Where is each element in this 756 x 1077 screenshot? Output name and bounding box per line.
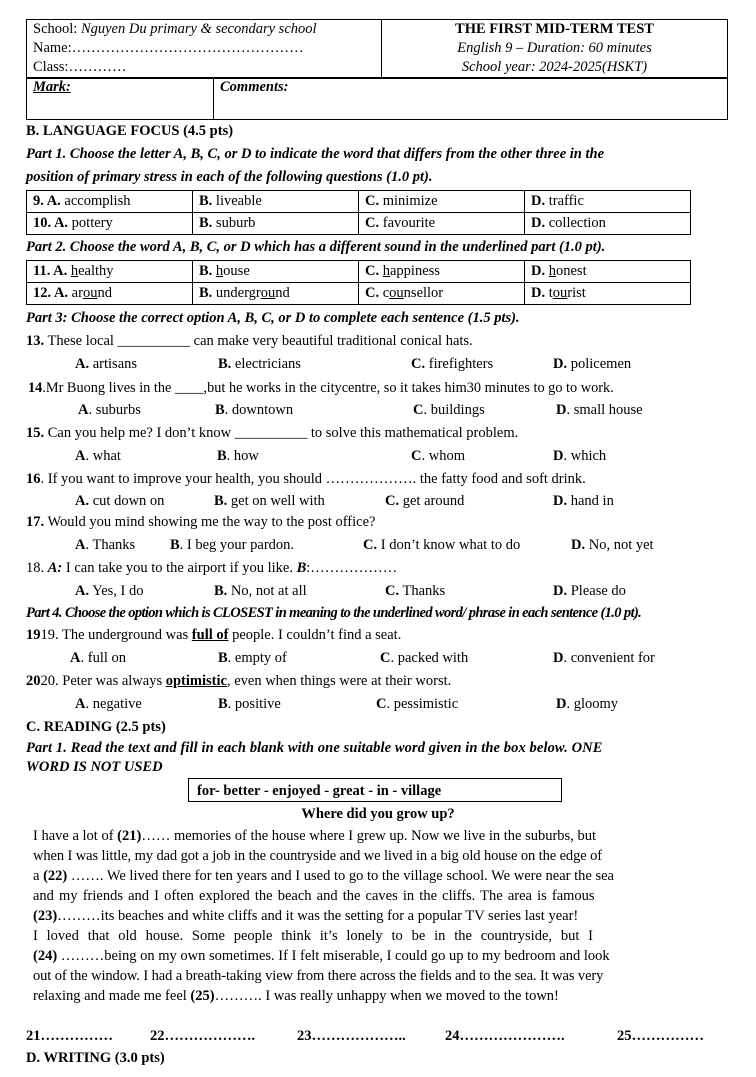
- q20-option-a: A. negative: [75, 696, 142, 712]
- q14-option-c: C. buildings: [413, 402, 485, 418]
- question-14: 14.Mr Buong lives in the ____,but he works in the citycentre, so it takes him30 minutes to go to work.: [28, 380, 614, 396]
- q17-option-a: A. Thanks: [75, 537, 136, 553]
- option-cell: D. tourist: [525, 283, 691, 305]
- q14-option-d: D. small house: [556, 402, 643, 418]
- q17-option-c: C. I don’t know what to do: [363, 537, 521, 553]
- option-cell: D. traffic: [525, 191, 691, 213]
- answer-blank-25[interactable]: 25……………: [617, 1028, 704, 1044]
- passage-paragraph-1: [33, 826, 728, 926]
- option-cell: B. house: [193, 261, 359, 283]
- option-cell: C. happiness: [359, 261, 525, 283]
- test-title: THE FIRST MID-TERM TEST: [455, 21, 654, 37]
- q13-option-b: B. electricians: [218, 356, 301, 372]
- test-subtitle: English 9 – Duration: 60 minutes: [457, 40, 652, 56]
- question-15: 15. Can you help me? I don’t know __________ to solve this mathematical problem.: [26, 425, 519, 441]
- part4-instruction: Part 4. Choose the option which is CLOSEST in meaning to the underlined word/ phrase in each sentence (1.0 pt).: [26, 605, 642, 621]
- sound-question-table: [26, 260, 691, 305]
- q17-option-b: B. I beg your pardon.: [170, 537, 295, 553]
- passage-title: Where did you grow up?: [301, 806, 455, 822]
- q19-option-a: A. full on: [70, 650, 126, 666]
- part1-instruction-line1: Part 1. Choose the letter A, B, C, or D to indicate the word that differs from the other three in the: [26, 146, 605, 162]
- question-17: 17. Would you mind showing me the way to the post office?: [26, 514, 376, 530]
- q13-option-a: A. artisans: [75, 356, 138, 372]
- question-13: 13. These local __________ can make very beautiful traditional conical hats.: [26, 333, 473, 349]
- name-line: Name:…………………………………………: [33, 40, 304, 56]
- q18-option-c: C. Thanks: [385, 583, 446, 599]
- mark-table: [26, 78, 728, 120]
- q19-option-c: C. packed with: [380, 650, 469, 666]
- q18-option-d: D. Please do: [553, 583, 626, 599]
- q20-option-b: B. positive: [218, 696, 281, 712]
- header-table: [26, 19, 728, 78]
- q19-option-b: B. empty of: [218, 650, 287, 666]
- passage-line: I have a lot of (21)…… memories of the house where I grew up. Now we live in the suburbs, but: [33, 828, 596, 844]
- question-19: 1919. The underground was full of people. I couldn’t find a seat.: [26, 627, 402, 643]
- table-row: [27, 191, 691, 213]
- word-box: for- better - enjoyed - great - in - village: [188, 778, 562, 802]
- q20-underlined-word: optimistic: [165, 673, 227, 689]
- answer-blank-23[interactable]: 23………………..: [297, 1028, 406, 1044]
- school-name: Nguyen Du primary & secondary school: [80, 21, 317, 37]
- option-cell: D. collection: [525, 213, 691, 235]
- q13-option-d: D. policemen: [553, 356, 632, 372]
- answer-blank-24[interactable]: 24………………….: [445, 1028, 565, 1044]
- question-18: 18. A: I can take you to the airport if you like. B:………………: [26, 560, 398, 576]
- part3-instruction: Part 3: Choose the correct option A, B, C, or D to complete each sentence (1.5 pts).: [26, 310, 520, 326]
- option-cell: 10. A. pottery: [27, 213, 193, 235]
- q19-option-d: D. convenient for: [553, 650, 655, 666]
- q17-option-d: D. No, not yet: [571, 537, 654, 553]
- school-label: School:: [33, 21, 81, 37]
- q16-option-a: A. cut down on: [75, 493, 165, 509]
- section-b-title: B. LANGUAGE FOCUS (4.5 pts): [26, 123, 234, 139]
- option-cell: C. favourite: [359, 213, 525, 235]
- option-cell: C. minimize: [359, 191, 525, 213]
- passage-line: relaxing and made me feel (25)………. I was really unhappy when we moved to the town!: [33, 988, 559, 1005]
- q15-option-c: C. whom: [411, 448, 465, 464]
- comments-cell: [214, 79, 728, 120]
- answer-blank-22[interactable]: 22……………….: [150, 1028, 256, 1044]
- table-row: [27, 213, 691, 235]
- question-16: 16. If you want to improve your health, you should ………………. the fatty food and soft drink.: [26, 471, 586, 487]
- option-cell: 12. A. around: [27, 283, 193, 305]
- q20-option-c: C. pessimistic: [376, 696, 459, 712]
- q16-option-c: C. get around: [385, 493, 465, 509]
- q15-option-d: D. which: [553, 448, 607, 464]
- reading-instruction-line2: WORD IS NOT USED: [26, 759, 163, 775]
- school-year: School year: 2024-2025(HSKT): [461, 59, 648, 75]
- passage-line: (23)………its beaches and white cliffs and it was the setting for a popular TV series last year!: [33, 908, 579, 925]
- option-cell: 9. A. accomplish: [27, 191, 193, 213]
- reading-instruction-line1: Part 1. Read the text and fill in each blank with one suitable word given in the box below. ONE: [26, 740, 603, 756]
- option-cell: B. liveable: [193, 191, 359, 213]
- stress-question-table: [26, 190, 691, 235]
- question-20: 2020. Peter was always optimistic, even when things were at their worst.: [26, 673, 452, 689]
- q15-option-a: A. what: [75, 448, 121, 464]
- q19-underlined-phrase: full of: [191, 627, 229, 643]
- q16-option-d: D. hand in: [553, 493, 614, 509]
- option-cell: C. counsellor: [359, 283, 525, 305]
- answer-blank-21[interactable]: 21……………: [26, 1028, 113, 1044]
- option-cell: D. honest: [525, 261, 691, 283]
- q13-option-c: C. firefighters: [411, 356, 494, 372]
- passage-line: a (22) ……. We lived there for ten years and I used to go to the village school. We were near the sea: [33, 868, 614, 885]
- q20-option-d: D. gloomy: [556, 696, 619, 712]
- q16-option-b: B. get on well with: [214, 493, 325, 509]
- mark-label: Mark:: [33, 79, 71, 95]
- option-cell: 11. A. healthy: [27, 261, 193, 283]
- part2-instruction: Part 2. Choose the word A, B, C, or D which has a different sound in the underlined part (1.0 pt).: [26, 239, 606, 255]
- q18-option-a: A. Yes, I do: [75, 583, 144, 599]
- option-cell: B. suburb: [193, 213, 359, 235]
- section-d-title: D. WRITING (3.0 pts): [26, 1050, 165, 1066]
- mark-cell: [27, 79, 214, 120]
- option-cell: B. underground: [193, 283, 359, 305]
- passage-paragraph-2: [33, 926, 728, 1006]
- comments-label: Comments:: [220, 79, 289, 95]
- passage-line: when I was little, my dad got a job in the countryside and we lived in a big old house on the edge of: [33, 848, 602, 865]
- table-row: [27, 283, 691, 305]
- passage-line: and my friends and I often explored the beach and the caves in the cliffs. The area is famous: [33, 888, 595, 905]
- q18-option-b: B. No, not at all: [214, 583, 307, 599]
- class-line: Class:…………: [33, 59, 127, 75]
- test-info-cell: [382, 20, 728, 78]
- q14-option-b: B. downtown: [215, 402, 294, 418]
- table-row: [27, 261, 691, 283]
- student-info-cell: [27, 20, 382, 78]
- passage-line: (24) ………being on my own sometimes. If I felt miserable, I could go up to my bedroom and look: [33, 948, 610, 965]
- q15-option-b: B. how: [217, 448, 259, 464]
- part1-instruction-line2: position of primary stress in each of the following questions (1.0 pt).: [26, 169, 433, 185]
- q14-option-a: A. suburbs: [78, 402, 141, 418]
- section-c-title: C. READING (2.5 pts): [26, 719, 166, 735]
- passage-line: I loved that old house. Some people think it’s lonely to be in the countryside, but I: [33, 928, 594, 944]
- passage-line: out of the window. I had a breath-taking view from there across the fields and to the sea. It was very: [33, 968, 604, 985]
